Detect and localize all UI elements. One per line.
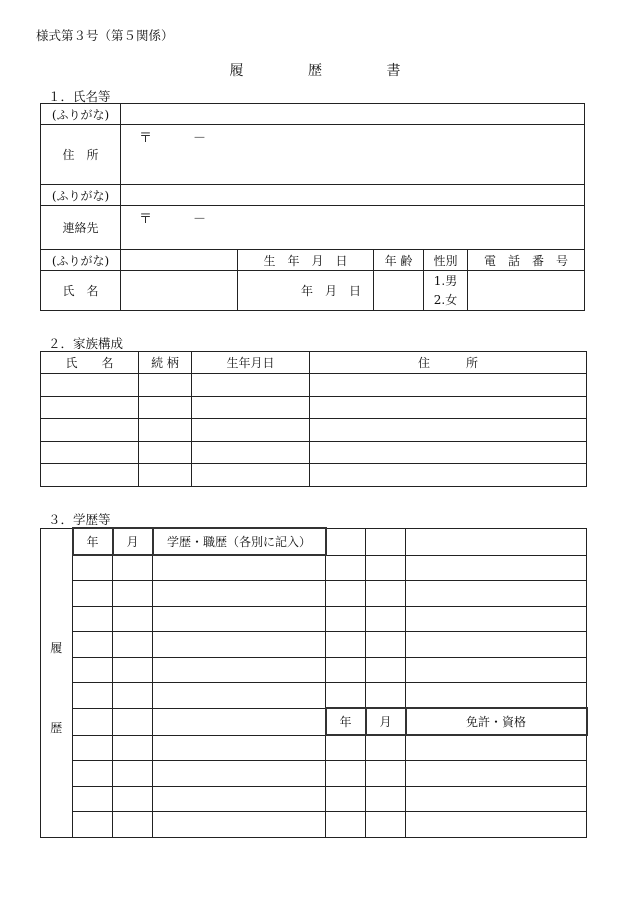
edu-year-cell[interactable] <box>73 708 113 735</box>
contact-field[interactable] <box>121 206 585 250</box>
license-detail-cell[interactable] <box>406 812 587 838</box>
license-year-cell[interactable] <box>326 528 366 555</box>
edu-detail-cell[interactable] <box>153 632 326 658</box>
family-name-cell[interactable] <box>41 441 139 464</box>
edu-month-cell[interactable] <box>113 606 153 632</box>
postal-mark: 〒 <box>139 131 153 146</box>
license-month-cell[interactable] <box>366 657 406 683</box>
family-dob-cell[interactable] <box>192 464 310 487</box>
family-relation-cell[interactable] <box>139 419 192 442</box>
family-table <box>40 351 587 487</box>
license-detail-cell[interactable] <box>406 581 587 607</box>
history-row <box>41 812 587 838</box>
license-detail-cell[interactable] <box>406 632 587 658</box>
phone-header: 電 話 番 号 <box>468 250 585 271</box>
edu-year-cell[interactable] <box>73 657 113 683</box>
license-month-cell[interactable] <box>366 761 406 787</box>
section3-heading: ３．学歴等 <box>48 512 111 527</box>
family-relation-cell[interactable] <box>139 396 192 419</box>
edu-detail-cell[interactable] <box>153 786 326 812</box>
edu-detail-cell[interactable] <box>153 761 326 787</box>
edu-detail-cell[interactable] <box>153 555 326 581</box>
history-side-label-top: 履 <box>50 640 63 655</box>
edu-month-cell[interactable] <box>113 761 153 787</box>
gender-option-male[interactable]: 1.男 <box>433 273 458 288</box>
gender-options[interactable] <box>424 271 468 311</box>
family-relation-cell[interactable] <box>139 441 192 464</box>
edu-year-cell[interactable] <box>73 761 113 787</box>
license-detail-cell[interactable] <box>406 761 587 787</box>
section1-heading: １．氏名等 <box>48 89 111 104</box>
edu-year-cell[interactable] <box>73 606 113 632</box>
edu-year-cell[interactable] <box>73 786 113 812</box>
license-year-cell[interactable] <box>326 606 366 632</box>
edu-detail-cell[interactable] <box>153 812 326 838</box>
license-header-year: 年 <box>326 708 366 735</box>
license-header-month: 月 <box>366 708 406 735</box>
postal-mark-contact: 〒 <box>139 212 153 227</box>
license-detail-cell[interactable] <box>406 555 587 581</box>
edu-month-cell[interactable] <box>113 683 153 709</box>
license-month-cell[interactable] <box>366 528 406 555</box>
edu-month-cell[interactable] <box>113 555 153 581</box>
license-year-cell[interactable] <box>326 761 366 787</box>
postal-dash-contact: － <box>193 212 207 227</box>
age-field[interactable] <box>374 271 424 311</box>
edu-month-cell[interactable] <box>113 786 153 812</box>
family-address-cell[interactable] <box>310 374 587 397</box>
family-dob-cell[interactable] <box>192 396 310 419</box>
family-address-cell[interactable] <box>310 441 587 464</box>
license-month-cell[interactable] <box>366 632 406 658</box>
family-dob-cell[interactable] <box>192 374 310 397</box>
furigana-label-name: (ふりがな) <box>41 250 121 271</box>
license-month-cell[interactable] <box>366 786 406 812</box>
edu-year-cell[interactable] <box>73 632 113 658</box>
family-name-cell[interactable] <box>41 464 139 487</box>
family-name-cell[interactable] <box>41 419 139 442</box>
history-side-label <box>41 528 73 837</box>
edu-detail-cell[interactable] <box>153 735 326 761</box>
family-header-name: 氏 名 <box>41 352 139 374</box>
license-month-cell[interactable] <box>366 735 406 761</box>
furigana-label-contact: (ふりがな) <box>41 185 121 206</box>
edu-year-cell[interactable] <box>73 581 113 607</box>
edu-month-cell[interactable] <box>113 708 153 735</box>
edu-detail-cell[interactable] <box>153 683 326 709</box>
address-field[interactable] <box>121 125 585 185</box>
family-relation-cell[interactable] <box>139 374 192 397</box>
edu-year-cell[interactable] <box>73 735 113 761</box>
family-address-cell[interactable] <box>310 464 587 487</box>
license-year-cell[interactable] <box>326 555 366 581</box>
edu-detail-cell[interactable] <box>153 581 326 607</box>
license-detail-cell[interactable] <box>406 786 587 812</box>
history-side-label-bottom: 歴 <box>50 720 63 735</box>
license-month-cell[interactable] <box>366 683 406 709</box>
edu-detail-cell[interactable] <box>153 708 326 735</box>
history-row <box>41 761 587 787</box>
name-field[interactable] <box>121 271 238 311</box>
dob-header: 生 年 月 日 <box>238 250 374 271</box>
license-month-cell[interactable] <box>366 606 406 632</box>
history-row <box>41 606 587 632</box>
form-number: 様式第３号（第５関係） <box>36 28 174 43</box>
license-year-cell[interactable] <box>326 581 366 607</box>
edu-detail-cell[interactable] <box>153 606 326 632</box>
age-header: 年 齢 <box>374 250 424 271</box>
history-row <box>41 786 587 812</box>
edu-month-cell[interactable] <box>113 632 153 658</box>
license-year-cell[interactable] <box>326 786 366 812</box>
license-detail-cell[interactable] <box>406 657 587 683</box>
phone-field[interactable] <box>468 271 585 311</box>
edu-header-month: 月 <box>113 528 153 555</box>
gender-option-female[interactable]: 2.女 <box>433 292 458 307</box>
address-furigana-field[interactable] <box>121 104 585 125</box>
dob-field[interactable]: 年 月 日 <box>238 271 374 311</box>
edu-header-year: 年 <box>73 528 113 555</box>
family-row <box>41 374 587 397</box>
gender-header: 性別 <box>424 250 468 271</box>
license-detail-cell[interactable] <box>406 735 587 761</box>
license-month-cell[interactable] <box>366 555 406 581</box>
family-dob-cell[interactable] <box>192 419 310 442</box>
edu-year-cell[interactable] <box>73 812 113 838</box>
family-header-relation: 続 柄 <box>139 352 192 374</box>
family-row <box>41 441 587 464</box>
family-header-dob: 生年月日 <box>192 352 310 374</box>
history-table <box>40 527 588 838</box>
license-year-cell[interactable] <box>326 683 366 709</box>
contact-furigana-field[interactable] <box>121 185 585 206</box>
history-row <box>41 735 587 761</box>
edu-year-cell[interactable] <box>73 683 113 709</box>
history-row <box>41 632 587 658</box>
name-furigana-field[interactable] <box>121 250 238 271</box>
family-row <box>41 419 587 442</box>
license-detail-cell[interactable] <box>406 683 587 709</box>
furigana-label-address: (ふりがな) <box>41 104 121 125</box>
license-year-cell[interactable] <box>326 657 366 683</box>
edu-month-cell[interactable] <box>113 581 153 607</box>
license-header-detail: 免許・資格 <box>406 708 587 735</box>
license-month-cell[interactable] <box>366 812 406 838</box>
edu-header-detail: 学歴・職歴（各別に記入） <box>153 528 326 555</box>
edu-month-cell[interactable] <box>113 657 153 683</box>
license-year-cell[interactable] <box>326 812 366 838</box>
personal-info-table <box>40 103 585 311</box>
edu-detail-cell[interactable] <box>153 657 326 683</box>
document-title: 履 歴 書 <box>229 63 431 79</box>
license-detail-cell[interactable] <box>406 606 587 632</box>
address-label: 住 所 <box>41 125 121 185</box>
edu-year-cell[interactable] <box>73 555 113 581</box>
license-year-cell[interactable] <box>326 735 366 761</box>
name-label: 氏 名 <box>41 271 121 311</box>
family-name-cell[interactable] <box>41 396 139 419</box>
family-dob-cell[interactable] <box>192 441 310 464</box>
family-address-cell[interactable] <box>310 396 587 419</box>
license-detail-cell[interactable] <box>406 528 587 555</box>
history-row <box>41 683 587 709</box>
history-row <box>41 657 587 683</box>
postal-dash: － <box>193 131 207 146</box>
license-year-cell[interactable] <box>326 632 366 658</box>
history-row <box>41 555 587 581</box>
family-row <box>41 396 587 419</box>
family-name-cell[interactable] <box>41 374 139 397</box>
section2-heading: ２．家族構成 <box>48 336 124 351</box>
edu-month-cell[interactable] <box>113 812 153 838</box>
history-row <box>41 708 587 735</box>
family-row <box>41 464 587 487</box>
family-relation-cell[interactable] <box>139 464 192 487</box>
contact-label: 連絡先 <box>41 206 121 250</box>
edu-month-cell[interactable] <box>113 735 153 761</box>
license-month-cell[interactable] <box>366 581 406 607</box>
family-address-cell[interactable] <box>310 419 587 442</box>
family-header-address: 住 所 <box>310 352 587 374</box>
history-row <box>41 528 587 555</box>
history-row <box>41 581 587 607</box>
